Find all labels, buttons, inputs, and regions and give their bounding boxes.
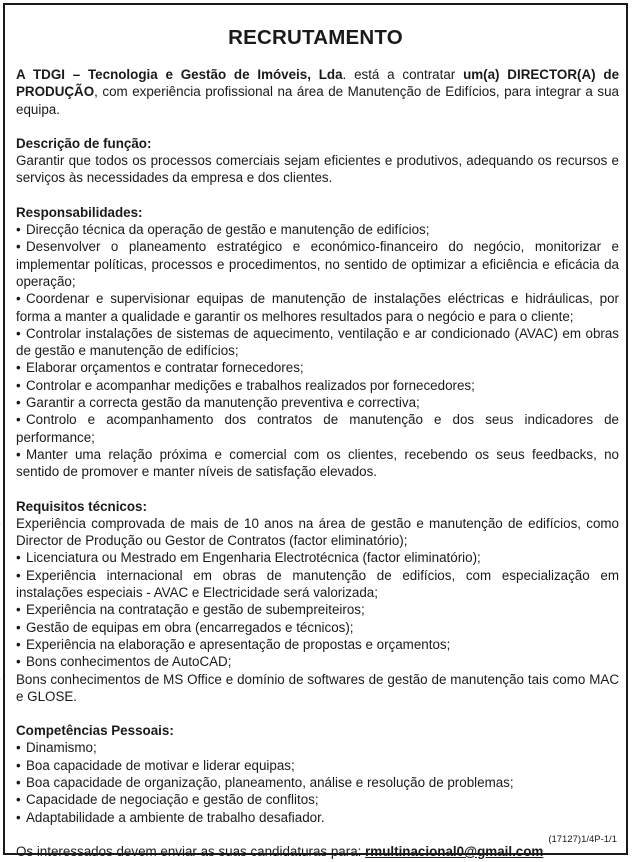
list-item: • Manter uma relação próxima e comercial com os clientes, recebendo os seus feedbacks, no sentido de promover e manter níveis de satisfação elevados.: [16, 446, 619, 481]
contact-line: [16, 843, 619, 860]
function-heading: Descrição de função:: [16, 135, 152, 151]
list-item: • Boa capacidade de motivar e liderar equipas;: [16, 757, 619, 774]
list-item: • Gestão de equipas em obra (encarregados e técnicos);: [16, 619, 619, 636]
competencies-list: [16, 739, 619, 825]
list-item: • Bons conhecimentos de MS Office e domínio de softwares de gestão de manutenção tais como MAC e GLOSE.: [16, 671, 619, 706]
intro-text-1: . está a contratar: [342, 67, 464, 82]
intro-text-2: , com experiência profissional na área de Manutenção de Edifícios, para integrar a sua equipa.: [16, 84, 619, 117]
list-item: • Dinamismo;: [16, 739, 619, 756]
list-item: • Experiência na elaboração e apresentação de propostas e orçamentos;: [16, 636, 619, 653]
intro-paragraph: [16, 66, 619, 118]
list-item: • Bons conhecimentos de AutoCAD;: [16, 653, 619, 670]
list-item: • Capacidade de negociação e gestão de conflitos;: [16, 791, 619, 808]
list-item: • Desenvolver o planeamento estratégico e económico-financeiro do negócio, monitorizar e implementar políticas, processos e procedimentos, no sentido de optimizar a eficiência e eficácia da operação;: [16, 238, 619, 290]
list-item: • Coordenar e supervisionar equipas de manutenção de instalações eléctricas e hidráulicas, por forma a manter a qualidade e garantir os melhores resultados para o negócio e para o cliente;: [16, 290, 619, 325]
ad-content: [16, 66, 619, 860]
list-item: • Experiência na contratação e gestão de subempreiteiros;: [16, 601, 619, 618]
list-item: • Controlar e acompanhar medições e trabalhos realizados por fornecedores;: [16, 377, 619, 394]
responsibilities-list: [16, 221, 619, 480]
contact-text: Os interessados devem enviar as suas candidaturas para:: [16, 843, 366, 859]
position-title: um(a) DIRECTOR(A) de PRODUÇÃO: [16, 67, 620, 100]
recruitment-ad: [3, 3, 628, 859]
list-item: • Boa capacidade de organização, planeamento, análise e resolução de problemas;: [16, 774, 619, 791]
list-item: • Controlo e acompanhamento dos contratos de manutenção e dos seus indicadores de performance;: [16, 411, 619, 446]
contact-email-link[interactable]: rmultinacional0@gmail.com: [365, 843, 544, 859]
ad-reference-code: (17127)1/4P-1/1: [548, 834, 617, 845]
list-item: • Experiência comprovada de mais de 10 anos na área de gestão e manutenção de edifícios, como Director de Produção ou Gestor de Contratos (factor eliminatório);: [16, 515, 619, 550]
requirements-list: [16, 515, 619, 705]
list-item: • Controlar instalações de sistemas de aquecimento, ventilação e ar condicionado (AVAC) em obras de gestão e manutenção de edifícios;: [16, 325, 619, 360]
list-item: • Garantir a correcta gestão da manutenção preventiva e correctiva;: [16, 394, 619, 411]
list-item: • Experiência internacional em obras de manutenção de edifícios, com especialização em instalações especiais - AVAC e Electricidade será valorizada;: [16, 567, 619, 602]
requirements-heading: Requisitos técnicos:: [16, 498, 147, 514]
ad-title: RECRUTAMENTO: [228, 26, 403, 49]
list-item: • Licenciatura ou Mestrado em Engenharia Electrotécnica (factor eliminatório);: [16, 549, 619, 566]
competencies-heading: Competências Pessoais:: [16, 723, 174, 739]
list-item: • Adaptabilidade a ambiente de trabalho desafiador.: [16, 809, 619, 826]
list-item: • Direcção técnica da operação de gestão e manutenção de edifícios;: [16, 221, 619, 238]
list-item: • Elaborar orçamentos e contratar fornecedores;: [16, 359, 619, 376]
function-text: Garantir que todos os processos comerciais sejam eficientes e produtivos, adequando os recursos e serviços às necessidades da empresa e dos clientes.: [16, 153, 619, 186]
company-name: A TDGI – Tecnologia e Gestão de Imóveis, Lda: [16, 67, 343, 82]
responsibilities-heading: Responsabilidades:: [16, 204, 143, 220]
